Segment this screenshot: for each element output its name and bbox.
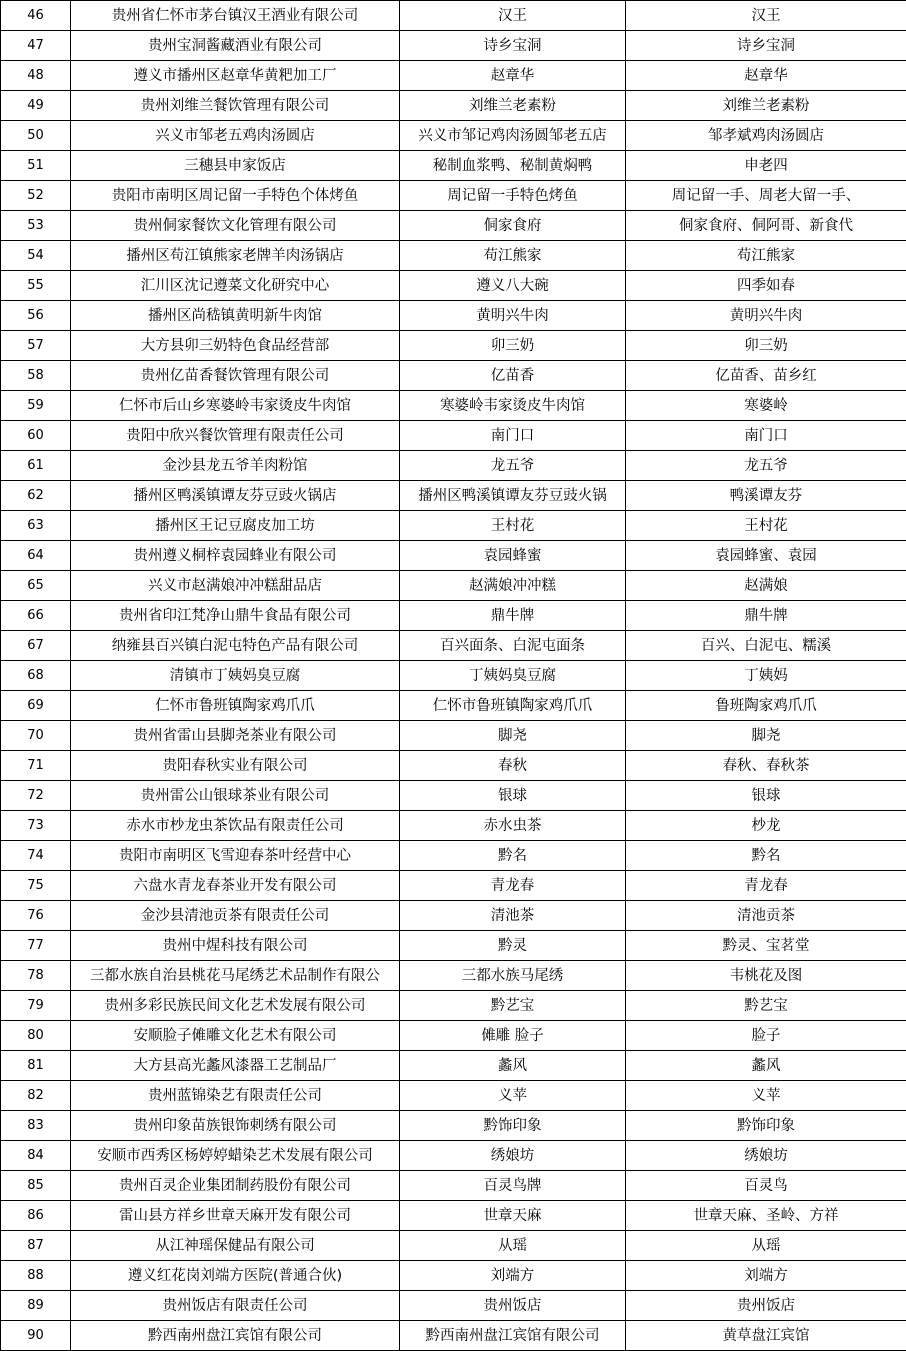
company-name-cell: 播州区尚嵇镇黄明新牛肉馆: [71, 301, 400, 331]
company-name-cell: 仁怀市鲁班镇陶家鸡爪爪: [71, 691, 400, 721]
trademark-cell: 黔艺宝: [626, 991, 906, 1021]
table-row: [1, 1, 906, 31]
row-number-cell: 50: [1, 121, 71, 151]
brand-name-cell: 王村花: [400, 511, 626, 541]
row-number-cell: 69: [1, 691, 71, 721]
trademark-cell: 世章天麻、圣岭、方祥: [626, 1201, 906, 1231]
company-name-cell: 三都水族自治县桃花马尾绣艺术品制作有限公: [71, 961, 400, 991]
trademark-cell: 寒婆岭: [626, 391, 906, 421]
company-name-cell: 贵州蓝锦染艺有限责任公司: [71, 1081, 400, 1111]
brand-name-cell: 刘端方: [400, 1261, 626, 1291]
company-name-cell: 汇川区沈记遵菜文化研究中心: [71, 271, 400, 301]
company-name-cell: 从江神瑶保健品有限公司: [71, 1231, 400, 1261]
brand-name-cell: 黔西南州盘江宾馆有限公司: [400, 1321, 626, 1351]
brand-name-cell: 诗乡宝洞: [400, 31, 626, 61]
table-row: [1, 1291, 906, 1321]
brand-name-cell: 南门口: [400, 421, 626, 451]
table-row: [1, 481, 906, 511]
brand-name-cell: 百兴面条、白泥屯面条: [400, 631, 626, 661]
table-row: [1, 121, 906, 151]
trademark-cell: 黔饰印象: [626, 1111, 906, 1141]
row-number-cell: 70: [1, 721, 71, 751]
trademark-cell: 银球: [626, 781, 906, 811]
brand-name-cell: 赤水虫茶: [400, 811, 626, 841]
row-number-cell: 56: [1, 301, 71, 331]
row-number-cell: 79: [1, 991, 71, 1021]
table-row: [1, 1051, 906, 1081]
row-number-cell: 67: [1, 631, 71, 661]
row-number-cell: 61: [1, 451, 71, 481]
table-row: [1, 931, 906, 961]
trademark-cell: 绣娘坊: [626, 1141, 906, 1171]
company-name-cell: 贵州百灵企业集团制药股份有限公司: [71, 1171, 400, 1201]
company-name-cell: 贵州刘维兰餐饮管理有限公司: [71, 91, 400, 121]
table-row: [1, 1261, 906, 1291]
brand-name-cell: 周记留一手特色烤鱼: [400, 181, 626, 211]
trademark-cell: 卯三奶: [626, 331, 906, 361]
table-row: [1, 151, 906, 181]
brand-name-cell: 兴义市邹记鸡肉汤圆邹老五店: [400, 121, 626, 151]
company-name-cell: 金沙县清池贡茶有限责任公司: [71, 901, 400, 931]
brand-name-cell: 绣娘坊: [400, 1141, 626, 1171]
brand-name-cell: 春秋: [400, 751, 626, 781]
company-name-cell: 贵阳市南明区飞雪迎春茶叶经营中心: [71, 841, 400, 871]
row-number-cell: 66: [1, 601, 71, 631]
company-name-cell: 兴义市赵满娘冲冲糕甜品店: [71, 571, 400, 601]
brand-name-cell: 黔艺宝: [400, 991, 626, 1021]
row-number-cell: 53: [1, 211, 71, 241]
trademark-cell: 周记留一手、周老大留一手、: [626, 181, 906, 211]
company-name-cell: 贵州省印江梵净山鼎牛食品有限公司: [71, 601, 400, 631]
table-row: [1, 661, 906, 691]
trademark-cell: 春秋、春秋茶: [626, 751, 906, 781]
company-name-cell: 遵义市播州区赵章华黄粑加工厂: [71, 61, 400, 91]
company-name-cell: 三穗县申家饭店: [71, 151, 400, 181]
company-name-cell: 贵州省雷山县脚尧茶业有限公司: [71, 721, 400, 751]
company-name-cell: 清镇市丁姨妈臭豆腐: [71, 661, 400, 691]
table-row: [1, 61, 906, 91]
company-name-cell: 金沙县龙五爷羊肉粉馆: [71, 451, 400, 481]
row-number-cell: 84: [1, 1141, 71, 1171]
trademark-cell: 刘维兰老素粉: [626, 91, 906, 121]
trademark-cell: 王村花: [626, 511, 906, 541]
company-name-cell: 贵州多彩民族民间文化艺术发展有限公司: [71, 991, 400, 1021]
table-row: [1, 511, 906, 541]
brand-name-cell: 寒婆岭韦家烫皮牛肉馆: [400, 391, 626, 421]
row-number-cell: 49: [1, 91, 71, 121]
brand-name-cell: 刘维兰老素粉: [400, 91, 626, 121]
company-name-cell: 仁怀市后山乡寒婆岭韦家烫皮牛肉馆: [71, 391, 400, 421]
brand-name-cell: 百灵鸟牌: [400, 1171, 626, 1201]
company-name-cell: 贵阳市南明区周记留一手特色个体烤鱼: [71, 181, 400, 211]
row-number-cell: 59: [1, 391, 71, 421]
brand-name-cell: 贵州饭店: [400, 1291, 626, 1321]
company-name-cell: 播州区王记豆腐皮加工坊: [71, 511, 400, 541]
row-number-cell: 71: [1, 751, 71, 781]
row-number-cell: 63: [1, 511, 71, 541]
table-row: [1, 811, 906, 841]
trademark-cell: 邹孝斌鸡肉汤圆店: [626, 121, 906, 151]
trademark-cell: 鸭溪谭友芬: [626, 481, 906, 511]
trademark-cell: 申老四: [626, 151, 906, 181]
table-row: [1, 1231, 906, 1261]
row-number-cell: 46: [1, 1, 71, 31]
trademark-cell: 从瑶: [626, 1231, 906, 1261]
brand-name-cell: 亿苗香: [400, 361, 626, 391]
table-row: [1, 361, 906, 391]
company-name-cell: 贵州省仁怀市茅台镇汉王酒业有限公司: [71, 1, 400, 31]
brand-name-cell: 仁怀市鲁班镇陶家鸡爪爪: [400, 691, 626, 721]
company-name-cell: 贵州亿苗香餐饮管理有限公司: [71, 361, 400, 391]
row-number-cell: 55: [1, 271, 71, 301]
trademark-cell: 蠡风: [626, 1051, 906, 1081]
company-name-cell: 贵州遵义桐梓袁园蜂业有限公司: [71, 541, 400, 571]
company-name-cell: 兴义市邹老五鸡肉汤圆店: [71, 121, 400, 151]
company-name-cell: 播州区苟江镇熊家老牌羊肉汤锅店: [71, 241, 400, 271]
brand-name-cell: 龙五爷: [400, 451, 626, 481]
brand-name-cell: 鼎牛牌: [400, 601, 626, 631]
row-number-cell: 74: [1, 841, 71, 871]
company-name-cell: 黔西南州盘江宾馆有限公司: [71, 1321, 400, 1351]
brand-name-cell: 汉王: [400, 1, 626, 31]
trademark-cell: 贵州饭店: [626, 1291, 906, 1321]
table-row: [1, 1321, 906, 1351]
row-number-cell: 77: [1, 931, 71, 961]
trademark-cell: 赵满娘: [626, 571, 906, 601]
company-name-cell: 贵州饭店有限责任公司: [71, 1291, 400, 1321]
company-name-cell: 赤水市杪龙虫茶饮品有限责任公司: [71, 811, 400, 841]
row-number-cell: 81: [1, 1051, 71, 1081]
trademark-cell: 青龙春: [626, 871, 906, 901]
table-row: [1, 1171, 906, 1201]
table-row: [1, 991, 906, 1021]
row-number-cell: 54: [1, 241, 71, 271]
table-row: [1, 841, 906, 871]
row-number-cell: 80: [1, 1021, 71, 1051]
brand-name-cell: 蠡风: [400, 1051, 626, 1081]
trademark-cell: 诗乡宝洞: [626, 31, 906, 61]
company-name-cell: 安顺市西秀区杨婷婷蜡染艺术发展有限公司: [71, 1141, 400, 1171]
table-row: [1, 901, 906, 931]
brand-name-cell: 从瑶: [400, 1231, 626, 1261]
table-row: [1, 181, 906, 211]
brand-name-cell: 卯三奶: [400, 331, 626, 361]
table-row: [1, 391, 906, 421]
table-row: [1, 1081, 906, 1111]
trademark-cell: 鲁班陶家鸡爪爪: [626, 691, 906, 721]
table-row: [1, 1111, 906, 1141]
trademark-cell: 亿苗香、苗乡红: [626, 361, 906, 391]
trademark-cell: 黄草盘江宾馆: [626, 1321, 906, 1351]
brand-name-cell: 赵满娘冲冲糕: [400, 571, 626, 601]
brand-name-cell: 傩雕 脸子: [400, 1021, 626, 1051]
company-name-cell: 贵州中煋科技有限公司: [71, 931, 400, 961]
table-row: [1, 451, 906, 481]
row-number-cell: 82: [1, 1081, 71, 1111]
table-row: [1, 751, 906, 781]
row-number-cell: 58: [1, 361, 71, 391]
trademark-cell: 丁姨妈: [626, 661, 906, 691]
trademark-cell: 袁园蜂蜜、袁园: [626, 541, 906, 571]
company-name-cell: 贵阳春秋实业有限公司: [71, 751, 400, 781]
brand-name-cell: 青龙春: [400, 871, 626, 901]
table-row: [1, 301, 906, 331]
row-number-cell: 52: [1, 181, 71, 211]
row-number-cell: 57: [1, 331, 71, 361]
brand-name-cell: 黔名: [400, 841, 626, 871]
brand-name-cell: 世章天麻: [400, 1201, 626, 1231]
brand-name-cell: 播州区鸭溪镇谭友芬豆豉火锅: [400, 481, 626, 511]
table-row: [1, 691, 906, 721]
brand-name-cell: 侗家食府: [400, 211, 626, 241]
company-name-cell: 大方县卯三奶特色食品经营部: [71, 331, 400, 361]
row-number-cell: 68: [1, 661, 71, 691]
company-name-cell: 贵州宝洞酱藏酒业有限公司: [71, 31, 400, 61]
table-row: [1, 241, 906, 271]
company-name-cell: 大方县高光蠡风漆器工艺制品厂: [71, 1051, 400, 1081]
brand-name-cell: 三都水族马尾绣: [400, 961, 626, 991]
trademark-cell: 鼎牛牌: [626, 601, 906, 631]
row-number-cell: 76: [1, 901, 71, 931]
company-name-cell: 六盘水青龙春茶业开发有限公司: [71, 871, 400, 901]
table-row: [1, 961, 906, 991]
trademark-cell: 义苹: [626, 1081, 906, 1111]
trademark-cell: 百灵鸟: [626, 1171, 906, 1201]
table-row: [1, 1021, 906, 1051]
company-name-cell: 贵阳中欣兴餐饮管理有限责任公司: [71, 421, 400, 451]
row-number-cell: 83: [1, 1111, 71, 1141]
row-number-cell: 65: [1, 571, 71, 601]
brand-name-cell: 黔饰印象: [400, 1111, 626, 1141]
row-number-cell: 47: [1, 31, 71, 61]
table-row: [1, 211, 906, 241]
row-number-cell: 48: [1, 61, 71, 91]
brand-name-cell: 赵章华: [400, 61, 626, 91]
trademark-cell: 南门口: [626, 421, 906, 451]
table-row: [1, 91, 906, 121]
trademark-cell: 苟江熊家: [626, 241, 906, 271]
row-number-cell: 90: [1, 1321, 71, 1351]
table-row: [1, 721, 906, 751]
row-number-cell: 89: [1, 1291, 71, 1321]
row-number-cell: 88: [1, 1261, 71, 1291]
brand-name-cell: 黔灵: [400, 931, 626, 961]
row-number-cell: 85: [1, 1171, 71, 1201]
company-name-cell: 遵义红花岗刘端方医院(普通合伙): [71, 1261, 400, 1291]
trademark-cell: 黄明兴牛肉: [626, 301, 906, 331]
trademark-cell: 四季如春: [626, 271, 906, 301]
table-row: [1, 1141, 906, 1171]
trademark-cell: 龙五爷: [626, 451, 906, 481]
trademark-cell: 杪龙: [626, 811, 906, 841]
brand-name-cell: 遵义八大碗: [400, 271, 626, 301]
table-row: [1, 631, 906, 661]
row-number-cell: 86: [1, 1201, 71, 1231]
table-row: [1, 571, 906, 601]
table-row: [1, 1201, 906, 1231]
company-name-cell: 纳雍县百兴镇白泥屯特色产品有限公司: [71, 631, 400, 661]
row-number-cell: 78: [1, 961, 71, 991]
row-number-cell: 51: [1, 151, 71, 181]
company-name-cell: 贵州侗家餐饮文化管理有限公司: [71, 211, 400, 241]
brand-name-cell: 清池茶: [400, 901, 626, 931]
brand-name-cell: 丁姨妈臭豆腐: [400, 661, 626, 691]
company-name-cell: 安顺脸子傩雕文化艺术有限公司: [71, 1021, 400, 1051]
trademark-cell: 侗家食府、侗阿哥、新食代: [626, 211, 906, 241]
brand-name-cell: 袁园蜂蜜: [400, 541, 626, 571]
brand-name-cell: 脚尧: [400, 721, 626, 751]
trademark-cell: 脚尧: [626, 721, 906, 751]
brand-name-cell: 银球: [400, 781, 626, 811]
brand-name-cell: 秘制血浆鸭、秘制黄焖鸭: [400, 151, 626, 181]
table-row: [1, 541, 906, 571]
row-number-cell: 72: [1, 781, 71, 811]
trademark-cell: 百兴、白泥屯、糯溪: [626, 631, 906, 661]
row-number-cell: 62: [1, 481, 71, 511]
table-body: [1, 1, 906, 1351]
company-name-cell: 雷山县方祥乡世章天麻开发有限公司: [71, 1201, 400, 1231]
table-row: [1, 31, 906, 61]
company-name-cell: 贵州印象苗族银饰刺绣有限公司: [71, 1111, 400, 1141]
table-row: [1, 601, 906, 631]
row-number-cell: 73: [1, 811, 71, 841]
table-row: [1, 271, 906, 301]
brand-name-cell: 黄明兴牛肉: [400, 301, 626, 331]
row-number-cell: 87: [1, 1231, 71, 1261]
trademark-cell: 刘端方: [626, 1261, 906, 1291]
trademark-cell: 脸子: [626, 1021, 906, 1051]
trademark-cell: 赵章华: [626, 61, 906, 91]
trademark-cell: 黔名: [626, 841, 906, 871]
brand-name-cell: 义苹: [400, 1081, 626, 1111]
row-number-cell: 75: [1, 871, 71, 901]
row-number-cell: 60: [1, 421, 71, 451]
trademark-cell: 韦桃花及图: [626, 961, 906, 991]
trademark-cell: 汉王: [626, 1, 906, 31]
row-number-cell: 64: [1, 541, 71, 571]
table-row: [1, 331, 906, 361]
trademark-cell: 黔灵、宝茗堂: [626, 931, 906, 961]
trademark-cell: 清池贡茶: [626, 901, 906, 931]
table-row: [1, 781, 906, 811]
company-name-cell: 贵州雷公山银球茶业有限公司: [71, 781, 400, 811]
table-row: [1, 421, 906, 451]
company-name-cell: 播州区鸭溪镇谭友芬豆豉火锅店: [71, 481, 400, 511]
table-row: [1, 871, 906, 901]
brand-name-cell: 苟江熊家: [400, 241, 626, 271]
